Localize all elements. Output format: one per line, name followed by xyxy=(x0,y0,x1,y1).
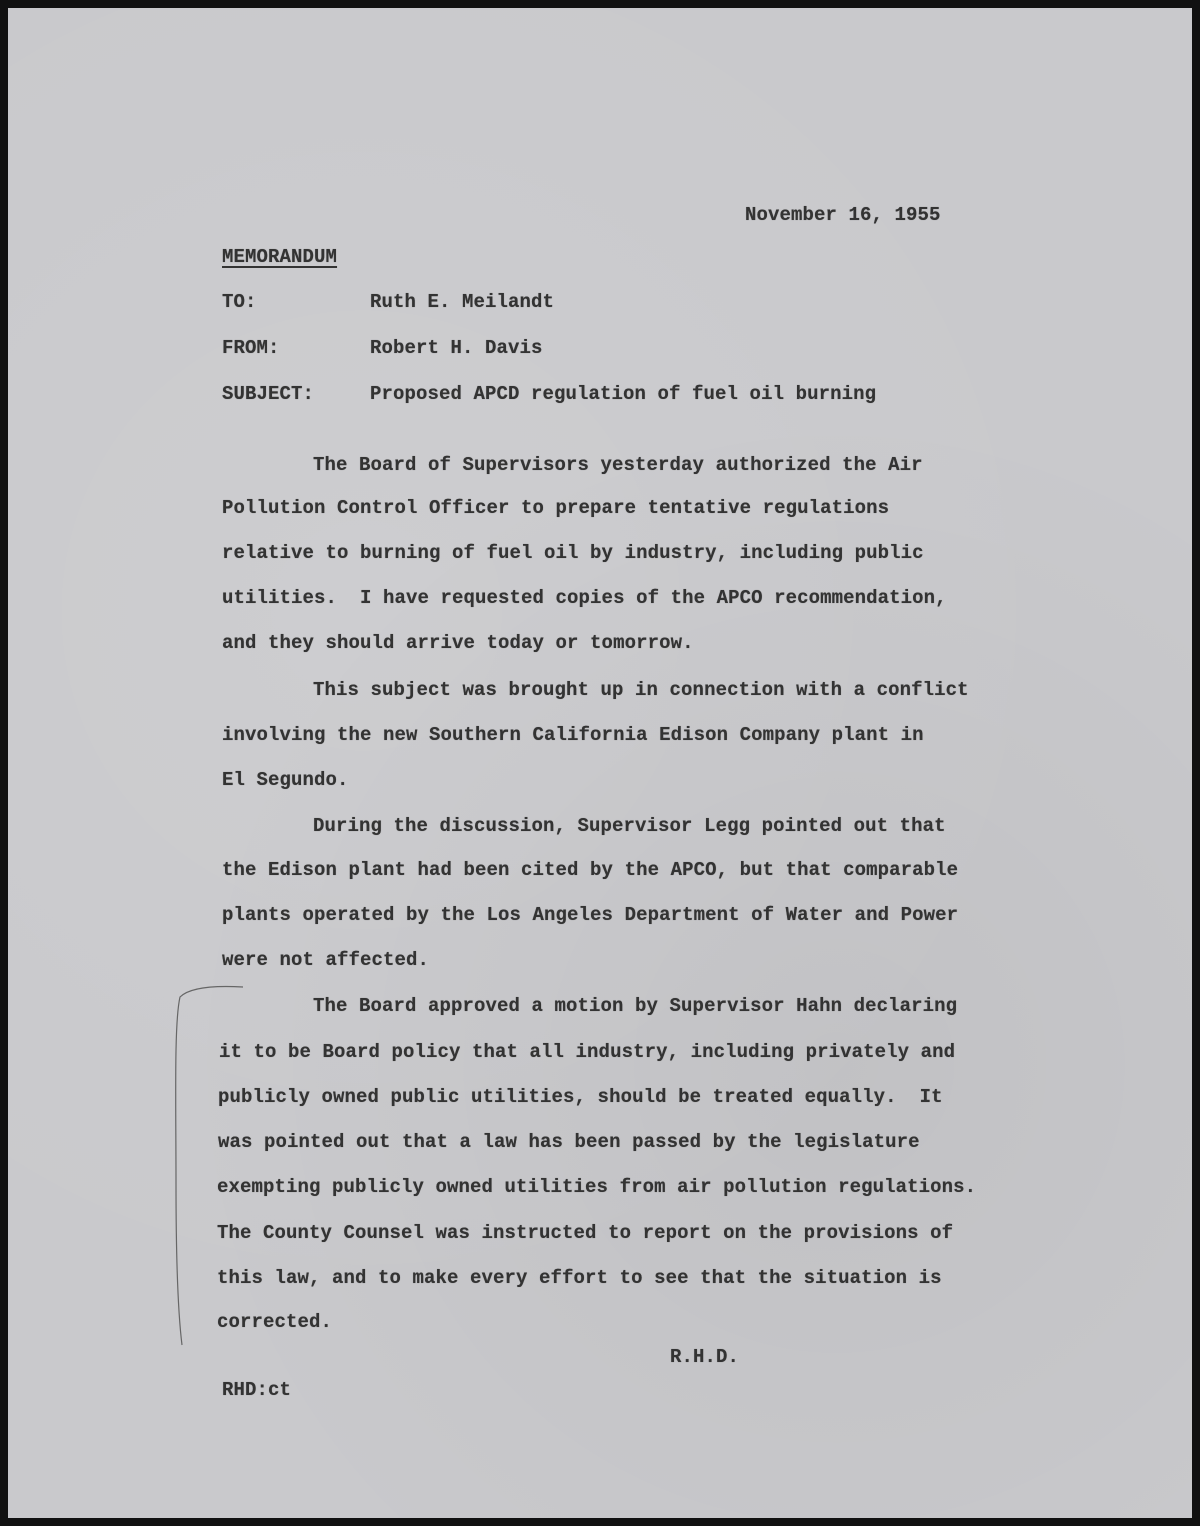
body-line: and they should arrive today or tomorrow. xyxy=(222,632,694,654)
from-value: Robert H. Davis xyxy=(370,337,543,359)
body-line: During the discussion, Supervisor Legg pointed out that xyxy=(313,815,946,837)
body-line: Pollution Control Officer to prepare tentative regulations xyxy=(222,497,890,519)
body-line: was pointed out that a law has been passed by the legislature xyxy=(218,1131,920,1153)
body-line: The County Counsel was instructed to report on the provisions of xyxy=(217,1222,954,1244)
body-line: publicly owned public utilities, should be treated equally. It xyxy=(218,1086,943,1108)
to-label: TO: xyxy=(222,291,257,313)
from-label: FROM: xyxy=(222,337,280,359)
body-line: the Edison plant had been cited by the APCO, but that comparable xyxy=(222,859,959,881)
body-line: exempting publicly owned utilities from air pollution regulations. xyxy=(217,1176,977,1198)
memo-heading: MEMORANDUM xyxy=(222,246,338,268)
to-value: Ruth E. Meilandt xyxy=(370,291,555,313)
body-line: were not affected. xyxy=(222,949,430,971)
memo-date: November 16, 1955 xyxy=(745,204,941,226)
body-line: The Board of Supervisors yesterday authorized the Air xyxy=(313,454,923,476)
subject-value: Proposed APCD regulation of fuel oil burning xyxy=(370,383,877,405)
memo-page xyxy=(8,8,1192,1518)
body-line: plants operated by the Los Angeles Department of Water and Power xyxy=(222,904,959,926)
body-line: The Board approved a motion by Supervisor Hahn declaring xyxy=(313,995,958,1017)
body-line: This subject was brought up in connection with a conflict xyxy=(313,679,969,701)
body-line: utilities. I have requested copies of the APCO recommendation, xyxy=(222,587,947,609)
body-line: this law, and to make every effort to see that the situation is xyxy=(217,1267,942,1289)
body-line: corrected. xyxy=(217,1311,333,1333)
body-line: El Segundo. xyxy=(222,769,349,791)
body-line: it to be Board policy that all industry, including privately and xyxy=(219,1041,956,1063)
pencil-margin-mark xyxy=(168,983,248,1353)
reference-initials: RHD:ct xyxy=(222,1379,292,1401)
body-line: involving the new Southern California Edison Company plant in xyxy=(222,724,924,746)
signature-initials: R.H.D. xyxy=(670,1346,740,1368)
subject-label: SUBJECT: xyxy=(222,383,315,405)
body-line: relative to burning of fuel oil by industry, including public xyxy=(222,542,924,564)
